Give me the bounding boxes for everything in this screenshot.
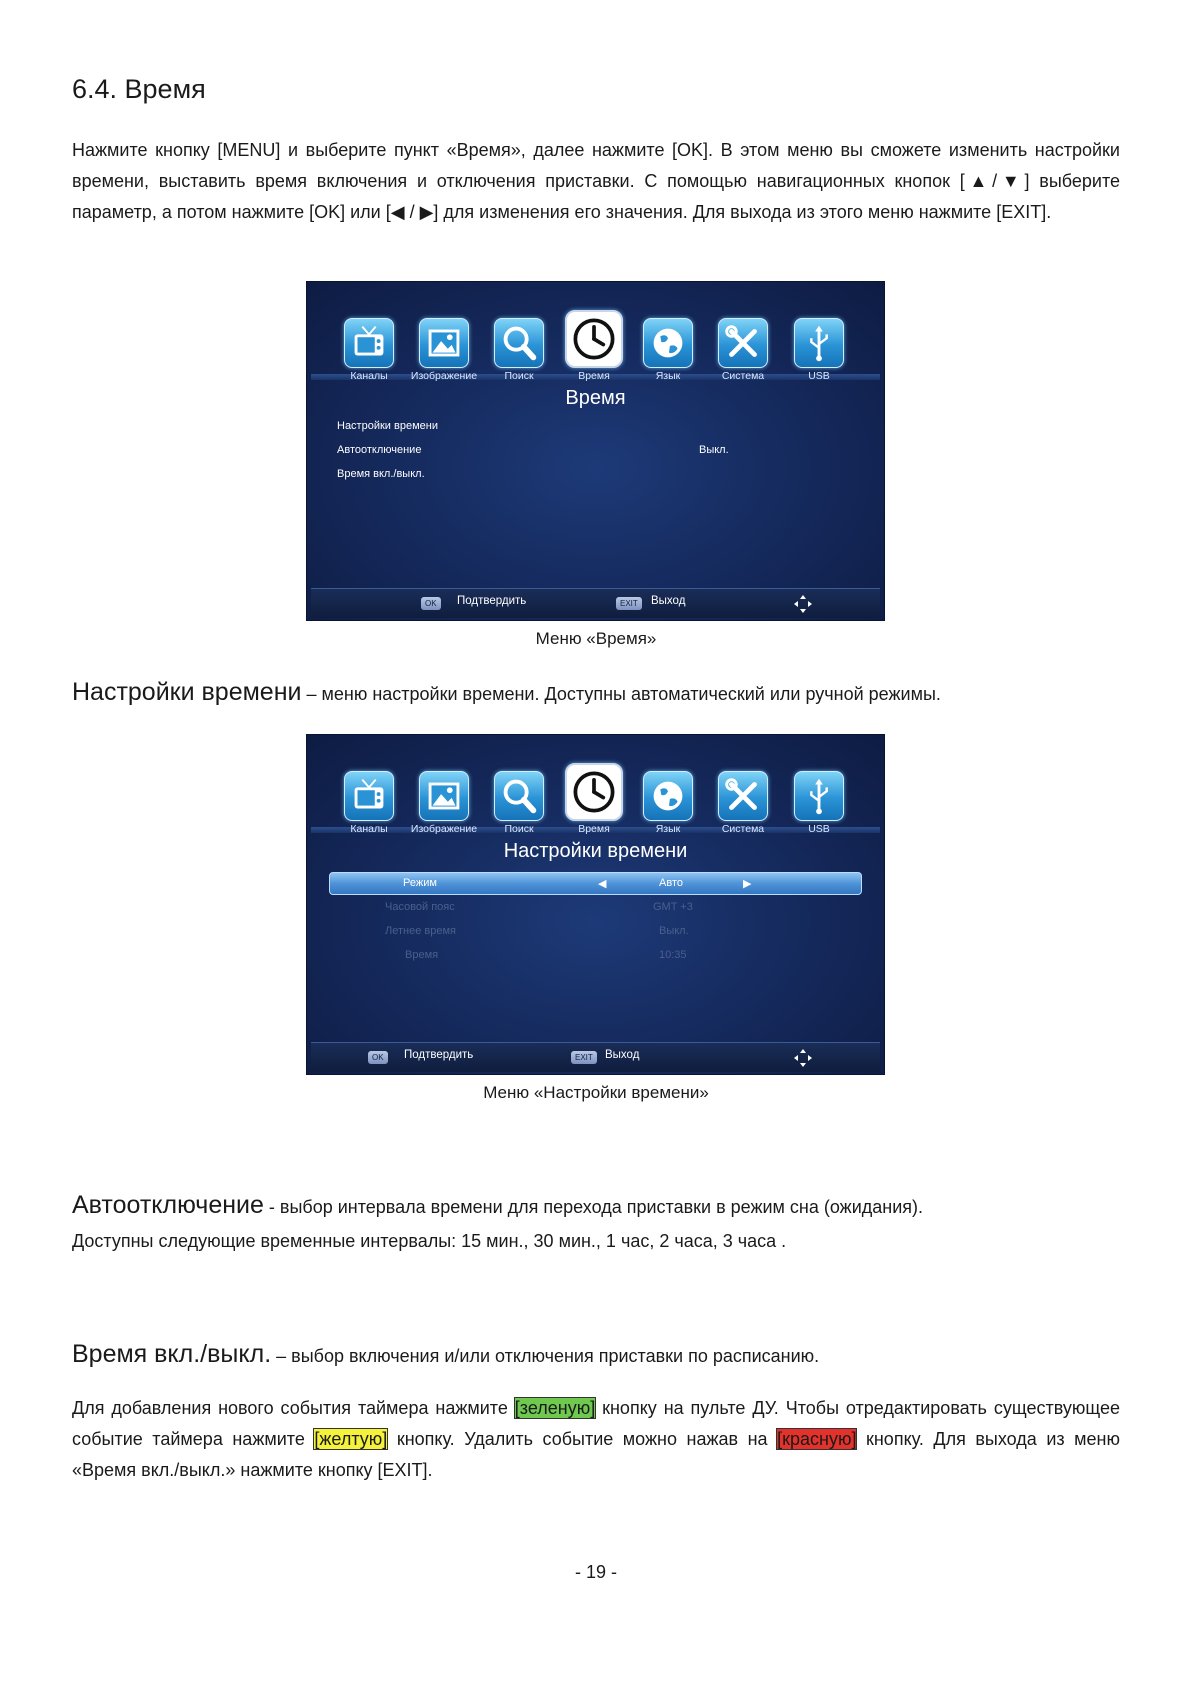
usb-icon	[794, 318, 844, 368]
green-button-highlight: [зеленую]	[514, 1398, 596, 1418]
timer-heading: Время вкл./выкл.	[72, 1340, 272, 1368]
timer-desc: – выбор включения и/или отключения приставки по расписанию.	[271, 1346, 820, 1366]
setting-mode-label[interactable]: Режим	[403, 877, 437, 889]
tools-icon	[718, 318, 768, 368]
icon-label: Каналы	[350, 823, 388, 835]
navigation-arrows-icon	[793, 594, 813, 614]
picture-icon	[419, 318, 469, 368]
icon-label: USB	[808, 370, 830, 382]
icon-label: Изображение	[410, 370, 478, 382]
setting-time-value: 10:35	[659, 949, 687, 961]
timer-text-part: кнопку. Для выхода из меню «Время вкл./выкл.» нажмите кнопку [EXIT].	[72, 1429, 1121, 1480]
timer-heading-line	[72, 1340, 1132, 1369]
red-button-highlight: [красную]	[777, 1429, 857, 1449]
intro-paragraph: Нажмите кнопку [MENU] и выберите пункт «Время», далее нажмите [OK]. В этом меню вы сможете изменить настройки времени, выставить время включения и отключения приставки. С помощью навигационных кнопок [▲/▼] выберите параметр, а потом нажмите [OK] или [◀ / ▶] для изменения его значения. Для выхода из этого меню нажмите [EXIT].	[72, 140, 1120, 222]
icon-label: Время	[578, 823, 610, 835]
figure-caption-1: Меню «Время»	[535, 629, 657, 648]
menu-item-auto-off[interactable]: Автоотключение	[337, 444, 422, 456]
ok-key-icon: OK	[421, 597, 441, 610]
auto-off-heading: Автоотключение	[72, 1191, 264, 1219]
time-settings-heading: Настройки времени	[72, 678, 302, 706]
auto-off-desc: - выбор интервала времени для перехода приставки в режим сна (ожидания).	[263, 1197, 924, 1217]
clock-icon	[565, 763, 623, 821]
icon-label: Каналы	[350, 370, 388, 382]
tv-icon	[344, 318, 394, 368]
menu-item-time-settings[interactable]: Настройки времени	[337, 420, 438, 432]
menu-item-timer[interactable]: Время вкл./выкл.	[337, 468, 425, 480]
auto-off-intervals: Доступны следующие временные интервалы: 15 мин., 30 мин., 1 час, 2 часа, 3 часа .	[72, 1231, 787, 1251]
left-arrow-icon[interactable]: ◀	[598, 878, 607, 890]
icon-label: Язык	[655, 370, 681, 382]
exit-label: Выход	[605, 1049, 640, 1061]
section-title: 6.4. Время	[72, 74, 206, 104]
timer-text-part: Для добавления нового события таймера нажмите	[72, 1398, 515, 1418]
main-menu-icons	[344, 763, 854, 833]
ok-key-icon: OK	[368, 1051, 388, 1064]
auto-off-heading-line	[72, 1191, 1132, 1220]
setting-time-label[interactable]: Время	[405, 949, 439, 961]
screen-footer	[311, 1042, 880, 1072]
icon-label: USB	[808, 823, 830, 835]
setting-dst-label[interactable]: Летнее время	[385, 925, 456, 937]
confirm-label: Подтвердить	[457, 595, 527, 607]
exit-key-icon: EXIT	[616, 597, 642, 610]
setting-dst-value: Выкл.	[659, 925, 689, 937]
globe-icon	[643, 318, 693, 368]
tv-icon	[344, 771, 394, 821]
exit-key-icon: EXIT	[571, 1051, 597, 1064]
screen-footer	[311, 588, 880, 618]
right-arrow-icon[interactable]: ▶	[743, 878, 752, 890]
clock-icon	[565, 310, 623, 368]
icon-label: Система	[721, 823, 765, 835]
icon-label: Система	[721, 370, 765, 382]
icon-label: Поиск	[504, 823, 534, 835]
time-settings-heading-line	[72, 678, 1132, 707]
setting-timezone-value: GMT +3	[653, 901, 693, 913]
icon-label: Язык	[655, 823, 681, 835]
timer-text-part: кнопку. Удалить событие можно нажав на	[387, 1429, 778, 1449]
time-menu-screenshot	[306, 281, 885, 621]
yellow-button-highlight: [желтую]	[314, 1429, 388, 1449]
tools-icon	[718, 771, 768, 821]
timer-paragraph	[72, 1393, 1120, 1486]
setting-timezone-label[interactable]: Часовой пояс	[385, 901, 455, 913]
menu-item-value: Выкл.	[699, 444, 729, 456]
exit-label: Выход	[651, 595, 686, 607]
time-settings-desc: – меню настройки времени. Доступны автоматический или ручной режимы.	[301, 684, 941, 704]
icon-label: Изображение	[410, 823, 478, 835]
figure-caption-2: Меню «Настройки времени»	[483, 1083, 709, 1102]
screen-title: Настройки времени	[503, 840, 688, 862]
screen-title: Время	[565, 387, 626, 409]
page-number: - 19 -	[574, 1562, 617, 1582]
confirm-label: Подтвердить	[404, 1049, 474, 1061]
usb-icon	[794, 771, 844, 821]
search-icon	[494, 318, 544, 368]
icon-label: Время	[578, 370, 610, 382]
icon-label: Поиск	[504, 370, 534, 382]
setting-mode-value: Авто	[659, 877, 683, 889]
picture-icon	[419, 771, 469, 821]
globe-icon	[643, 771, 693, 821]
search-icon	[494, 771, 544, 821]
timer-text-part: кнопку на пульте ДУ. Чтобы отредактировать существующее событие таймера нажмите	[72, 1398, 1120, 1449]
main-menu-icons	[344, 310, 854, 380]
navigation-arrows-icon	[793, 1048, 813, 1068]
time-settings-screenshot	[306, 734, 885, 1075]
